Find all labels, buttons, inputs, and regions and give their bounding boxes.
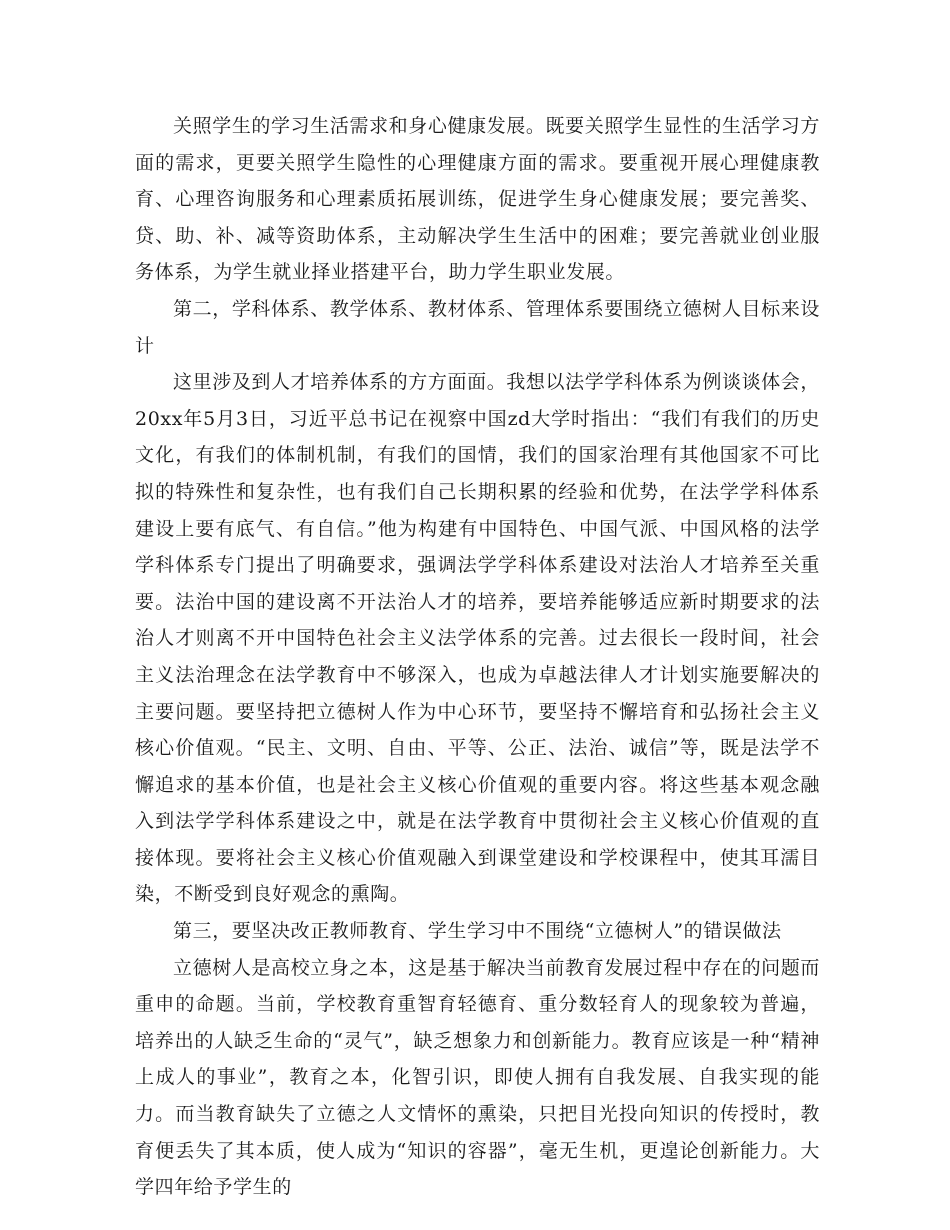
paragraph-moral-education: 立德树人是高校立身之本，这是基于解决当前教育发展过程中存在的问题而重申的命题。当前，学校教育重智育轻德育、重分数轻育人的现象较为普遍，培养出的人缺乏生命的“灵气”，缺乏想象力和创新能力。教育应该是一种“精神上成人的事业”，教育之本，化智引识，即使人拥有自我发展、自我实现的能力。而当教育缺失了立德之人文情怀的熏染，只把目光投向知识的传授时，教育便丢失了其本质，使人成为“知识的容器”，毫无生机，更遑论创新能力。大学四年给予学生的 xyxy=(135,956,820,1199)
paragraph-heading-second: 第二，学科体系、教学体系、教材体系、管理体系要围绕立德树人目标来设计 xyxy=(135,297,820,357)
paragraph-heading-third: 第三，要坚决改正教师教育、学生学习中不围绕“立德树人”的错误做法 xyxy=(173,920,782,943)
paragraph-law-discipline: 这里涉及到人才培养体系的方方面面。我想以法学学科体系为例谈谈体会，20xx年5月3日，习近平总书记在视察中国zd大学时指出：“我们有我们的历史文化，有我们的体制机制，有我们的国情，我们的国家治理有其他国家不可比拟的特殊性和复杂性，也有我们自己长期积累的经验和优势，在法学学科体系建设上要有底气、有自信。”他为构建有中国特色、中国气派、中国风格的法学学科体系专门提出了明确要求，强调法学学科体系建设对法治人才培养至关重要。法治中国的建设离不开法治人才的培养，要培养能够适应新时期要求的法治人才则离不开中国特色社会主义法学体系的完善。过去很长一段时间，社会主义法治理念在法学教育中不够深入，也成为卓越法律人才计划实施要解决的主要问题。要坚持把立德树人作为中心环节，要坚持不懈培育和弘扬社会主义核心价值观。“民主、文明、自由、平等、公正、法治、诚信”等，既是法学不懈追求的基本价值，也是社会主义核心价值观的重要内容。将这些基本观念融入到法学学科体系建设之中，就是在法学教育中贯彻社会主义核心价值观的直接体现。要将社会主义核心价值观融入到课堂建设和学校课程中，使其耳濡目染，不断受到良好观念的熏陶。 xyxy=(135,371,820,906)
document-body xyxy=(135,108,820,1206)
paragraph-student-care: 关照学生的学习生活需求和身心健康发展。既要关照学生显性的生活学习方面的需求，更要关照学生隐性的心理健康方面的需求。要重视开展心理健康教育、心理咨询服务和心理素质拓展训练，促进学生身心健康发展；要完善奖、贷、助、补、减等资助体系，主动解决学生生活中的困难；要完善就业创业服务体系，为学生就业择业搭建平台，助力学生职业发展。 xyxy=(135,115,820,284)
